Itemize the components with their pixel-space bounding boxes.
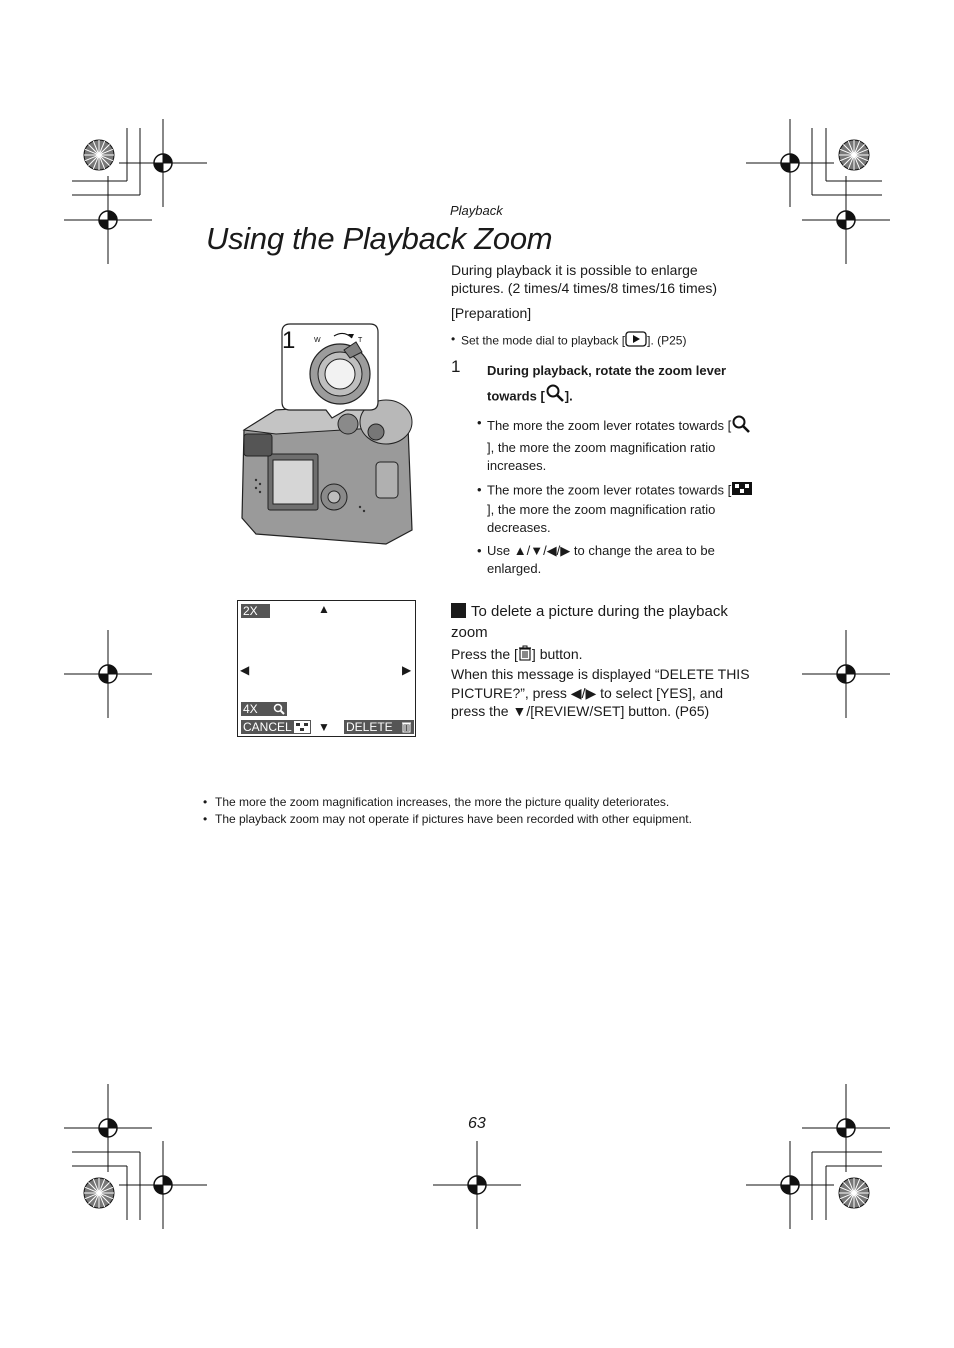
zoom-wide-icon <box>294 721 310 733</box>
zoom-wide-mark: W <box>314 337 321 344</box>
delete-label: DELETE <box>344 720 414 734</box>
zoom-tele-icon <box>273 703 285 715</box>
playback-mode-icon <box>625 331 647 352</box>
arrow-down-icon: ▼ <box>318 720 330 734</box>
zoom-wide-icon <box>731 481 753 501</box>
trash-icon <box>518 645 532 665</box>
camera-illustration <box>236 322 418 546</box>
trash-icon <box>401 721 412 733</box>
cancel-label: CANCEL <box>241 720 311 734</box>
bullet-move-area: • Use ▲/▼/◀/▶ to change the area to be enlarged. <box>477 543 715 576</box>
preparation-label: [Preparation] <box>451 305 532 321</box>
note-item: • The more the zoom magnification increases, the more the picture quality deteriorates. <box>203 795 670 809</box>
arrow-left-icon: ◀ <box>240 663 250 677</box>
section-square-icon <box>451 603 466 618</box>
arrow-right-icon: ▶ <box>402 663 412 677</box>
bullet-zoom-decrease: • The more the zoom lever rotates towards [], the more the zoom magnification ratio decreases. <box>487 481 757 537</box>
note-item: • The playback zoom may not operate if pictures have been recorded with other equipment. <box>203 812 692 826</box>
delete-section-body: Press the [ ] button. When this message is displayed “DELETE THIS PICTURE?”, press ◀/▶ to select [YES], and press the ▼/[REVIEW/SET] button. (P65) <box>451 646 750 720</box>
step-instruction: During playback, rotate the zoom lever towards [ ]. <box>487 358 757 411</box>
page-number: 63 <box>468 1115 486 1132</box>
callout-step-number: 1 <box>282 327 296 354</box>
zoom-ratio-badge: 2X <box>241 604 270 618</box>
zoom-tele-icon <box>731 414 751 439</box>
arrow-up-icon: ▲ <box>318 602 330 616</box>
delete-section-heading: To delete a picture during the playback zoom <box>451 603 728 641</box>
page-title: Using the Playback Zoom <box>206 221 553 256</box>
lcd-screen <box>237 600 416 737</box>
next-zoom-badge: 4X <box>241 702 287 716</box>
section-label: Playback <box>450 203 503 218</box>
bullet-zoom-increase: • The more the zoom lever rotates towards [], the more the zoom magnification ratio increases. <box>487 414 757 475</box>
intro-paragraph: During playback it is possible to enlarge pictures. (2 times/4 times/8 times/16 times) <box>451 262 718 296</box>
preparation-bullet: • Set the mode dial to playback [ ]. (P25) <box>461 331 761 352</box>
zoom-tele-icon <box>545 383 565 411</box>
step-number: 1 <box>451 357 461 376</box>
zoom-tele-mark: T <box>358 337 363 344</box>
